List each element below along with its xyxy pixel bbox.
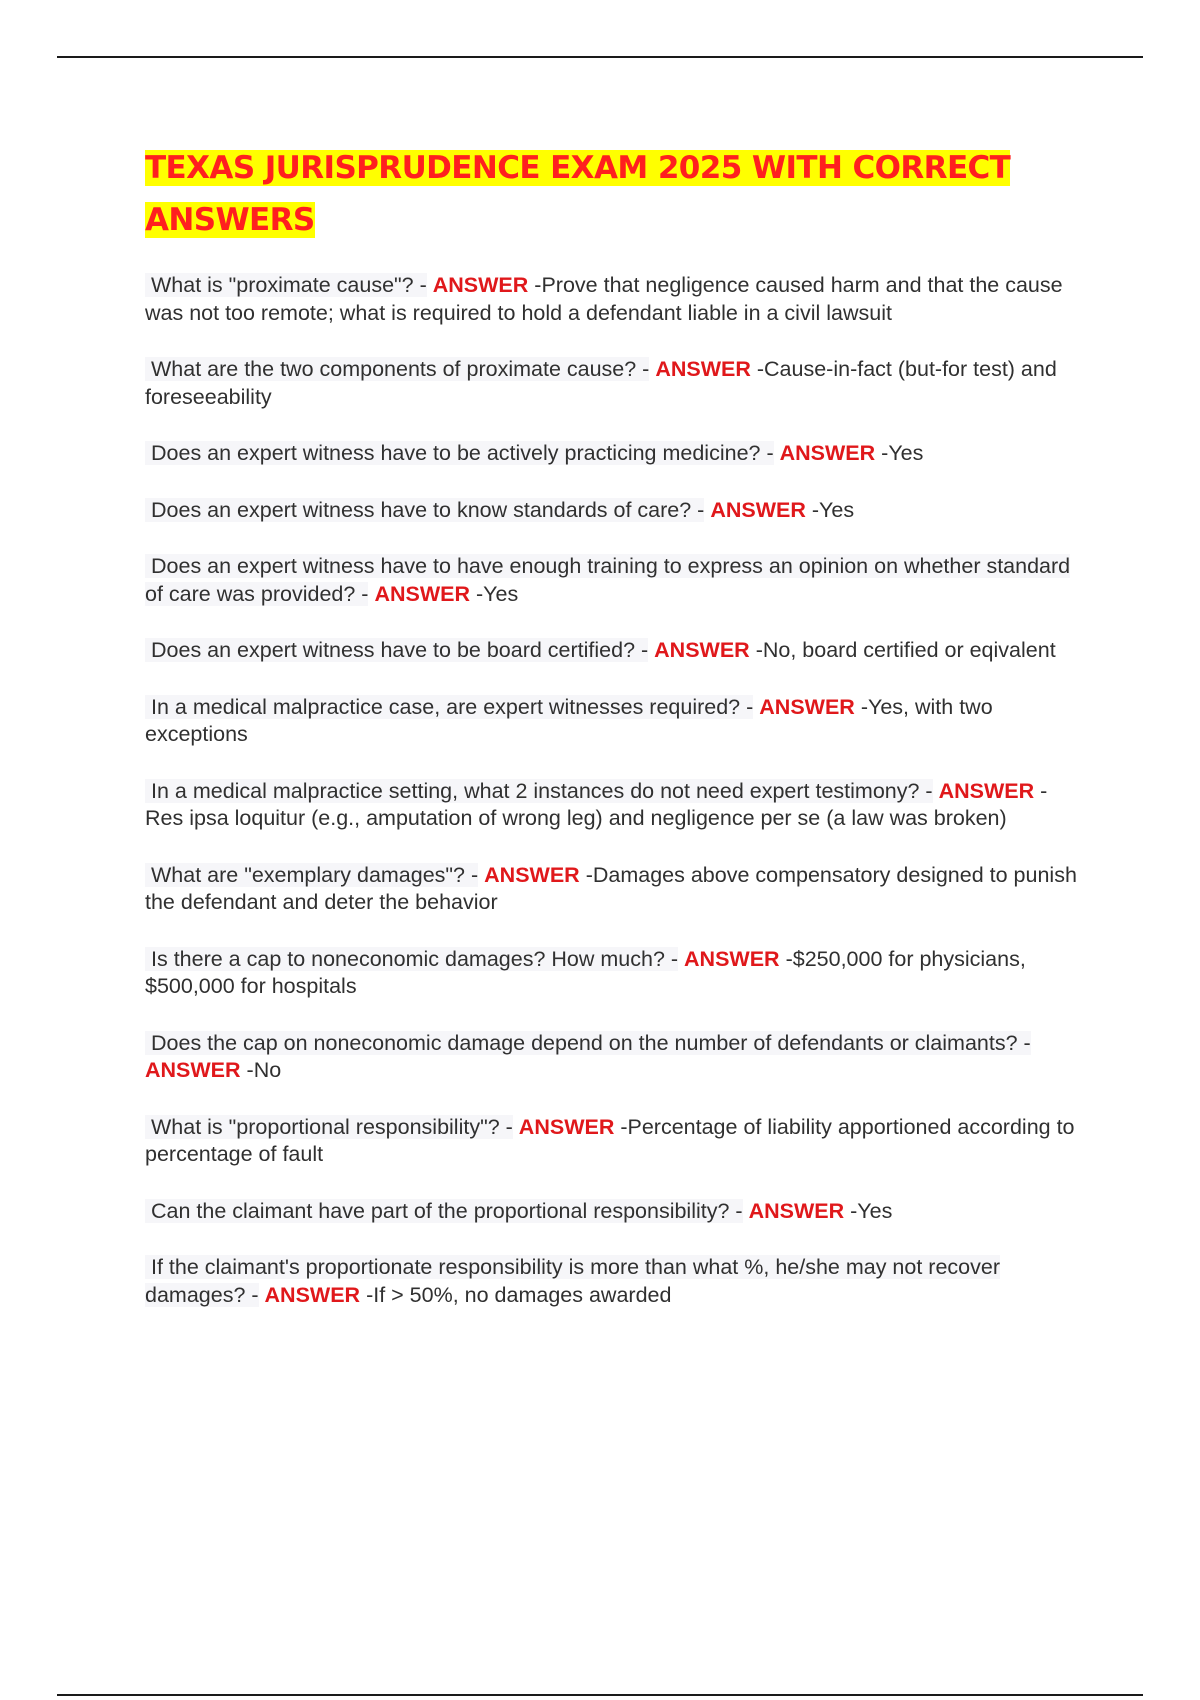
answer-label: ANSWER: [779, 441, 876, 465]
qa-item: [145, 1114, 1085, 1169]
answer-text: -If > 50%, no damages awarded: [366, 1282, 672, 1307]
question-text: What are the two components of proximate cause? -: [145, 357, 649, 381]
answer-text: -Prove that negligence caused harm and that the cause was not too remote; what is required to hold a defendant liable in a civil lawsuit: [145, 273, 1063, 325]
question-text: Does an expert witness have to be actively practicing medicine? -: [145, 441, 774, 465]
answer-label: ANSWER: [374, 581, 471, 606]
question-text: What is "proportional responsibility"? -: [145, 1115, 513, 1139]
answer-text: -$250,000 for physicians, $500,000 for hospitals: [145, 946, 1026, 998]
answer-text: -Damages above compensatory designed to punish the defendant and deter the behavior: [145, 862, 1077, 914]
answer-text: -Yes: [811, 497, 855, 522]
qa-item: [145, 694, 1085, 749]
qa-item: [145, 553, 1085, 608]
answer-text: -Yes, with two exceptions: [145, 694, 993, 746]
answer-text: -Yes: [881, 441, 924, 465]
answer-label: ANSWER: [759, 694, 855, 719]
question-text: Does an expert witness have to have enough training to express an opinion on whether standard of care was provided? -: [145, 554, 1071, 606]
answer-label: ANSWER: [938, 778, 1035, 803]
question-text: In a medical malpractice case, are expert witnesses required? -: [145, 695, 753, 719]
answer-label: ANSWER: [654, 638, 750, 662]
answer-label: ANSWER: [710, 497, 806, 522]
bottom-rule: [57, 1694, 1143, 1696]
answer-label: ANSWER: [432, 273, 529, 297]
answer-label: ANSWER: [484, 862, 580, 887]
question-text: In a medical malpractice setting, what 2 instances do not need expert testimony? -: [145, 779, 933, 803]
qa-item: [145, 862, 1085, 917]
qa-item: [145, 1030, 1085, 1085]
question-text: Is there a cap to noneconomic damages? How much? -: [145, 947, 678, 971]
qa-item: [145, 637, 1085, 665]
answer-label: ANSWER: [145, 1058, 241, 1082]
question-text: Can the claimant have part of the proportional responsibility? -: [145, 1199, 743, 1223]
answer-label: ANSWER: [655, 357, 751, 381]
answer-label: ANSWER: [748, 1198, 845, 1223]
qa-item: [145, 1198, 1085, 1226]
question-text: If the claimant's proportionate responsibility is more than what %, he/she may not recover damages? -: [145, 1255, 1000, 1307]
answer-label: ANSWER: [264, 1282, 361, 1307]
answer-text: -Cause-in-fact (but-for test) and foreseeability: [145, 357, 1057, 409]
qa-item: [145, 946, 1085, 1001]
question-text: Does an expert witness have to know standards of care? -: [145, 498, 704, 522]
qa-item: [145, 272, 1085, 327]
answer-text: -Yes: [850, 1198, 893, 1223]
answer-label: ANSWER: [684, 946, 780, 971]
answer-label: ANSWER: [518, 1114, 615, 1139]
qa-item: [145, 356, 1085, 411]
qa-item: [145, 1254, 1085, 1309]
question-text: Does the cap on noneconomic damage depend on the number of defendants or claimants? -: [145, 1031, 1031, 1055]
qa-item: [145, 497, 1085, 525]
qa-item: [145, 778, 1085, 833]
answer-text: -Yes: [476, 581, 519, 606]
qa-item: [145, 440, 1085, 468]
qa-list: [145, 272, 1085, 1338]
title-block: [145, 142, 1075, 246]
document-title: TEXAS JURISPRUDENCE EXAM 2025 WITH CORRECT ANSWERS: [145, 150, 1011, 238]
answer-text: -No, board certified or eqivalent: [755, 638, 1056, 662]
question-text: What are "exemplary damages"? -: [145, 863, 478, 887]
top-rule: [57, 56, 1143, 58]
answer-text: -No: [246, 1058, 282, 1082]
question-text: What is "proximate cause"? -: [145, 273, 427, 297]
answer-text: -Res ipsa loquitur (e.g., amputation of wrong leg) and negligence per se (a law was broken): [145, 778, 1048, 830]
question-text: Does an expert witness have to be board certified? -: [145, 638, 648, 662]
answer-text: -Percentage of liability apportioned according to percentage of fault: [145, 1114, 1075, 1166]
